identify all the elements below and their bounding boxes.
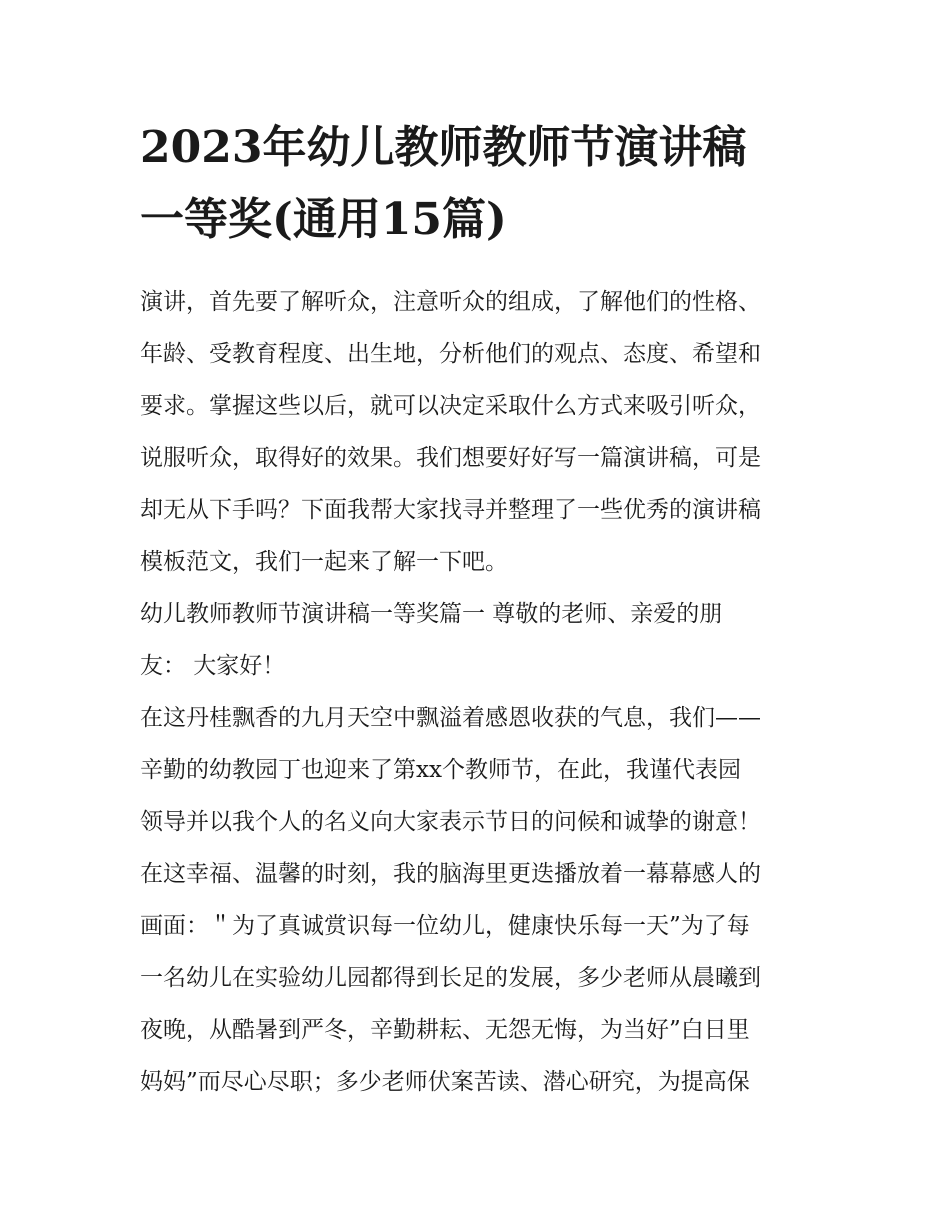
body-line: 画面：＂为了真诚赏识每一位幼儿，健康快乐每一天”为了每 [140, 913, 750, 939]
body-line: 模板范文，我们一起来了解一下吧。 [140, 549, 508, 575]
title-line: 2023年幼儿教师教师节演讲稿 [140, 122, 747, 173]
body-line: 却无从下手吗？下面我帮大家找寻并整理了一些优秀的演讲稿 [140, 497, 761, 523]
body-line: 要求。掌握这些以后，就可以决定采取什么方式来吸引听众， [140, 393, 761, 419]
title-line: 一等奖(通用15篇) [140, 194, 507, 245]
body-line: 说服听众，取得好的效果。我们想要好好写一篇演讲稿，可是 [140, 445, 761, 471]
body-line: 在这丹桂飘香的九月天空中飘溢着感恩收获的气息，我们—— [140, 705, 761, 731]
greeting-line: 友： 大家好！ [140, 653, 286, 679]
body-line: 辛勤的幼教园丁也迎来了第xx个教师节，在此，我谨代表园 [140, 757, 741, 783]
body-line: 在这幸福、温馨的时刻，我的脑海里更迭播放着一幕幕感人的 [140, 861, 761, 887]
body-line: 妈妈”而尽心尽职；多少老师伏案苦读、潜心研究，为提高保 [140, 1069, 750, 1095]
document-title [140, 112, 820, 256]
section-heading-line: 幼儿教师教师节演讲稿一等奖篇一 尊敬的老师、亲爱的朋 [140, 601, 723, 627]
body-line: 夜晚，从酷暑到严冬，辛勤耕耘、无怨无悔，为当好”白日里 [140, 1017, 750, 1043]
body-line: 一名幼儿在实验幼儿园都得到长足的发展，多少老师从晨曦到 [140, 965, 761, 991]
body-line: 演讲，首先要了解听众，注意听众的组成，了解他们的性格、 [140, 289, 761, 315]
body-line: 年龄、受教育程度、出生地，分析他们的观点、态度、希望和 [140, 341, 761, 367]
body-line: 领导并以我个人的名义向大家表示节日的问候和诚挚的谢意！ [140, 809, 761, 835]
document-body [140, 276, 830, 1108]
